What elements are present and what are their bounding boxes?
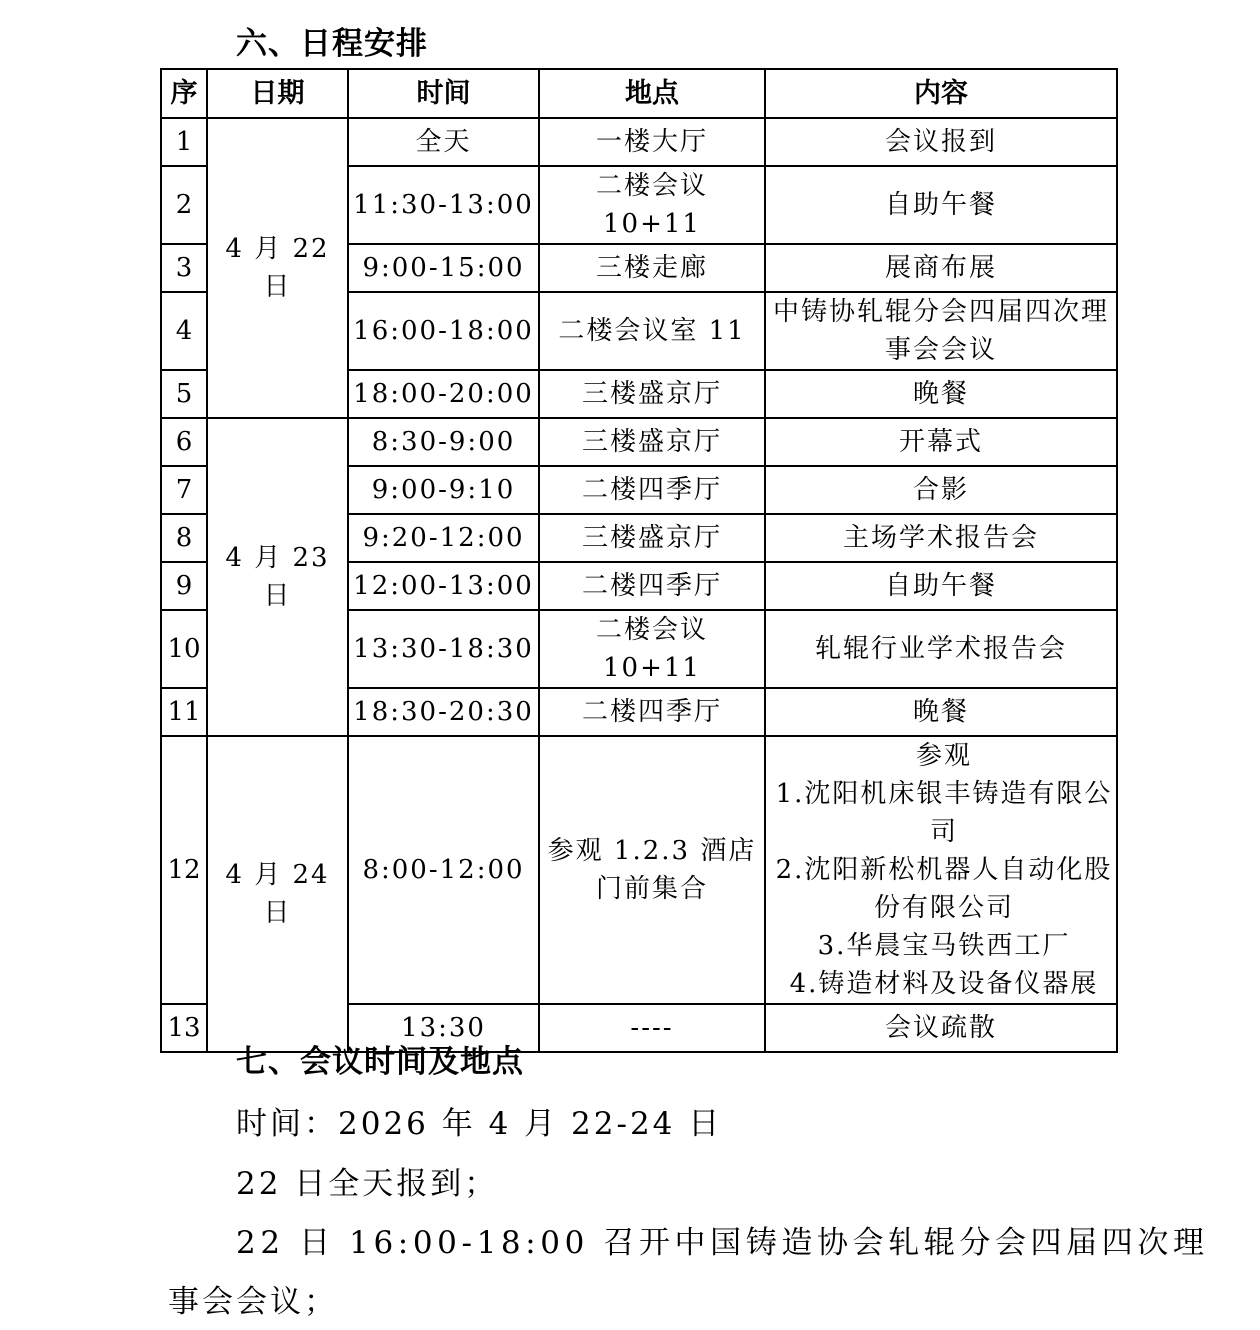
- row-content: 会议疏散: [765, 1004, 1117, 1052]
- council-meeting-line: 22 日 16:00-18:00 召开中国铸造协会轧辊分会四届四次理: [236, 1225, 1209, 1261]
- row-content: 合影: [765, 466, 1117, 514]
- table-row: [161, 418, 1117, 466]
- header-place: 地点: [539, 69, 765, 118]
- row-content: 会议报到: [765, 118, 1117, 166]
- row-time: 8:30-9:00: [348, 418, 539, 466]
- date-cell: 4 月 23 日: [207, 418, 348, 736]
- row-time: 9:00-15:00: [348, 244, 539, 292]
- row-seq: 8: [161, 514, 207, 562]
- visit-item: 1.沈阳机床银丰铸造有限公司: [775, 779, 1113, 847]
- row-seq: 3: [161, 244, 207, 292]
- row-time: 9:20-12:00: [348, 514, 539, 562]
- row-content: 中铸协轧辊分会四届四次理事会会议: [765, 292, 1117, 370]
- row-place: 二楼四季厅: [539, 466, 765, 514]
- date-cell: 4 月 22 日: [207, 118, 348, 418]
- row-time: 全天: [348, 118, 539, 166]
- row-content: 轧辊行业学术报告会: [765, 610, 1117, 688]
- row-time: 12:00-13:00: [348, 562, 539, 610]
- visit-item: 3.华晨宝马铁西工厂: [817, 931, 1071, 961]
- row-content: 主场学术报告会: [765, 514, 1117, 562]
- row-place: ----: [539, 1004, 765, 1052]
- section-6-title: 六、日程安排: [236, 26, 428, 62]
- header-time: 时间: [348, 69, 539, 118]
- row-content: 自助午餐: [765, 562, 1117, 610]
- date-cell: 4 月 24 日: [207, 736, 348, 1052]
- visit-title: 参观: [915, 741, 972, 771]
- row-time: 16:00-18:00: [348, 292, 539, 370]
- row-content: 展商布展: [765, 244, 1117, 292]
- row-seq: 2: [161, 166, 207, 244]
- row-time: 8:00-12:00: [348, 736, 539, 1004]
- row-place: 二楼会议 10+11: [539, 610, 765, 688]
- row-seq: 7: [161, 466, 207, 514]
- table-row: [161, 736, 1117, 1004]
- row-content: 晚餐: [765, 688, 1117, 736]
- schedule-table: [160, 68, 1118, 1053]
- row-seq: 10: [161, 610, 207, 688]
- row-place: 二楼四季厅: [539, 688, 765, 736]
- row-time: 13:30: [348, 1004, 539, 1052]
- registration-line: 22 日全天报到；: [236, 1166, 499, 1202]
- row-content: [765, 736, 1117, 1004]
- table-header-row: [161, 69, 1117, 118]
- row-time: 13:30-18:30: [348, 610, 539, 688]
- row-place: 三楼走廊: [539, 244, 765, 292]
- row-seq: 6: [161, 418, 207, 466]
- row-time: 11:30-13:00: [348, 166, 539, 244]
- council-meeting-line-cont: 事会会议；: [168, 1284, 338, 1320]
- row-place: 二楼四季厅: [539, 562, 765, 610]
- row-place: 三楼盛京厅: [539, 418, 765, 466]
- row-seq: 13: [161, 1004, 207, 1052]
- header-seq: 序: [161, 69, 207, 118]
- row-time: 9:00-9:10: [348, 466, 539, 514]
- header-content: 内容: [765, 69, 1117, 118]
- row-place: 参观 1.2.3 酒店门前集合: [539, 736, 765, 1004]
- header-date: 日期: [207, 69, 348, 118]
- row-seq: 5: [161, 370, 207, 418]
- meeting-time-line: 时间：2026 年 4 月 22-24 日: [236, 1106, 723, 1142]
- row-content: 开幕式: [765, 418, 1117, 466]
- section-7-title: 七、会议时间及地点: [236, 1044, 524, 1080]
- row-place: 二楼会议室 11: [539, 292, 765, 370]
- row-seq: 9: [161, 562, 207, 610]
- visit-item: 2.沈阳新松机器人自动化股份有限公司: [775, 855, 1113, 923]
- row-seq: 1: [161, 118, 207, 166]
- table-row: [161, 118, 1117, 166]
- row-place: 三楼盛京厅: [539, 370, 765, 418]
- row-content: 晚餐: [765, 370, 1117, 418]
- row-place: 三楼盛京厅: [539, 514, 765, 562]
- row-content: 自助午餐: [765, 166, 1117, 244]
- row-time: 18:30-20:30: [348, 688, 539, 736]
- row-time: 18:00-20:00: [348, 370, 539, 418]
- row-seq: 11: [161, 688, 207, 736]
- row-place: 二楼会议 10+11: [539, 166, 765, 244]
- row-seq: 12: [161, 736, 207, 1004]
- row-seq: 4: [161, 292, 207, 370]
- visit-item: 4.铸造材料及设备仪器展: [789, 969, 1099, 999]
- row-place: 一楼大厅: [539, 118, 765, 166]
